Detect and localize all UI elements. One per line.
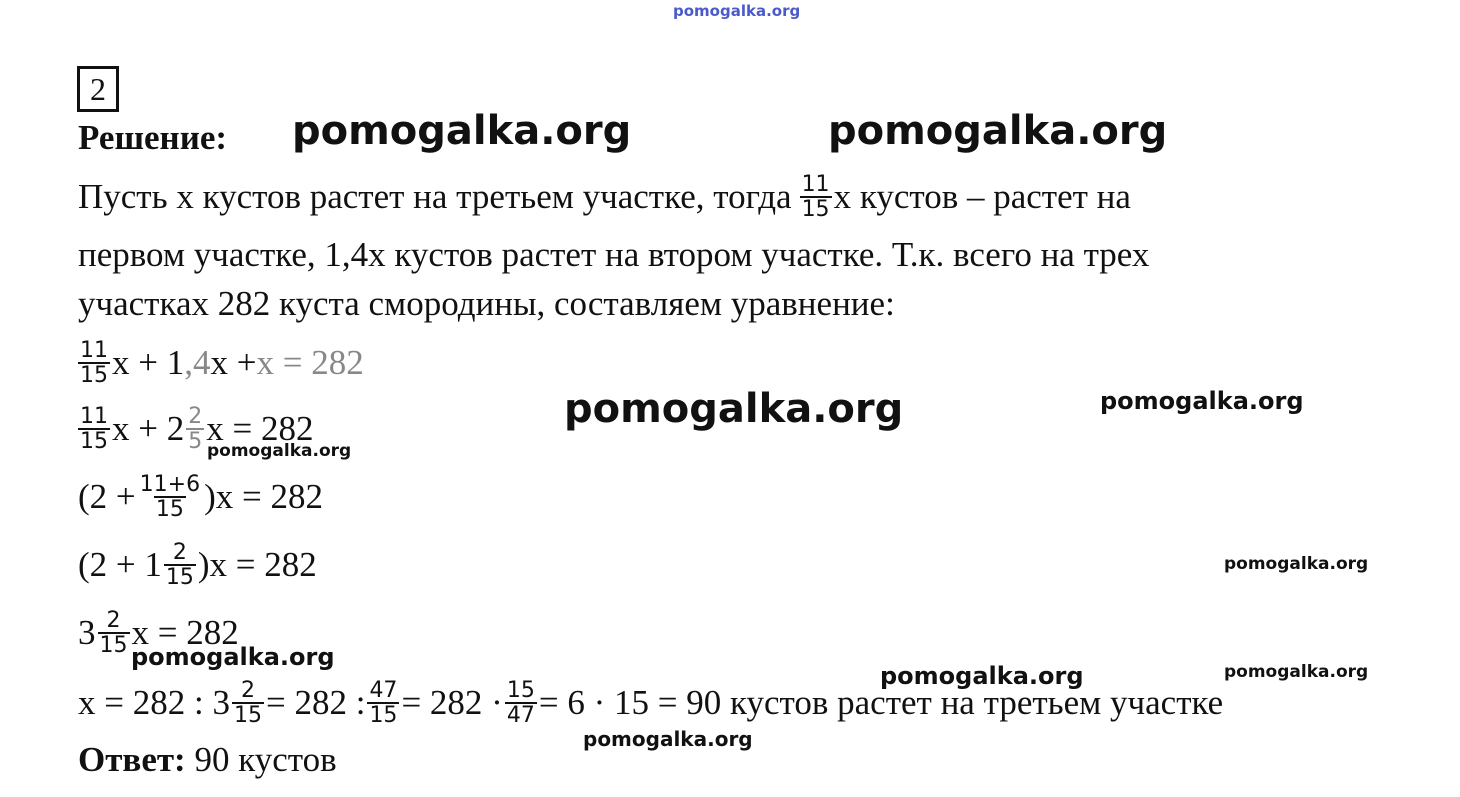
fraction-11-15	[78, 339, 110, 387]
fraction-denominator: 15	[155, 497, 184, 522]
equation-3	[78, 464, 323, 530]
watermark-top: pomogalka.org	[673, 2, 801, 20]
equation-3-part-a: (2 +	[78, 477, 136, 516]
fraction-denominator: 15	[801, 197, 830, 222]
equation-1-part-c: х +	[210, 343, 257, 382]
fraction-11-15	[800, 173, 832, 221]
task-number-box	[77, 66, 119, 112]
fraction-numerator: 11	[80, 403, 108, 429]
fraction-numerator: 15	[506, 677, 535, 703]
watermark-small: pomogalka.org	[1224, 662, 1369, 682]
watermark-small: pomogalka.org	[1224, 554, 1369, 574]
equation-5	[78, 600, 239, 666]
watermark-big: pomogalka.org	[828, 108, 1168, 154]
equation-1-part-d: х = 282	[256, 343, 364, 382]
equation-1	[78, 330, 364, 396]
paragraph-line-1	[78, 164, 1131, 230]
fraction-denominator: 15	[80, 429, 108, 454]
equation-6-part-b: = 282 :	[265, 683, 366, 722]
fraction-denominator: 15	[369, 703, 398, 728]
fraction-denominator: 15	[80, 363, 108, 388]
watermark-big: pomogalka.org	[292, 108, 632, 154]
fraction-2-5-wrap	[184, 405, 206, 453]
answer-label: Ответ:	[78, 740, 186, 779]
paragraph-line-2: первом участке, 1,4х кустов растет на втором участке. Т.к. всего на трех	[78, 235, 1150, 274]
task-number: 2	[90, 71, 106, 107]
fraction-numerator: 11	[80, 337, 108, 363]
equation-4-part-b: )х = 282	[197, 545, 317, 584]
fraction-denominator: 5	[188, 429, 203, 454]
solution-label: Решение:	[78, 118, 228, 157]
equation-1-part-a: х + 1	[112, 343, 185, 382]
equation-5-part-a: 3	[78, 613, 96, 652]
equation-3-part-b: )х = 282	[204, 477, 323, 516]
paragraph-line-1-end: х кустов – растет на	[833, 177, 1131, 216]
watermark-big: pomogalka.org	[564, 386, 904, 432]
paragraph-line-3: участках 282 куста смородины, составляем уравнение:	[78, 284, 895, 323]
fraction-2-15	[232, 679, 264, 727]
fraction-11-15	[78, 405, 110, 453]
fraction-numerator: 2	[188, 403, 203, 429]
fraction-numerator: 11+6	[139, 471, 201, 497]
fraction-2-5	[186, 405, 204, 453]
watermark-medium: pomogalka.org	[131, 643, 335, 671]
watermark-medium: pomogalka.org	[880, 662, 1084, 690]
fraction-2-15	[98, 609, 130, 657]
equation-1-part-b: ,4	[184, 343, 211, 382]
fraction-numerator: 2	[106, 607, 121, 633]
answer-value: 90 кустов	[194, 740, 337, 779]
equation-4-part-a: (2 + 1	[78, 545, 162, 584]
fraction-2-15	[164, 541, 196, 589]
equation-6-part-d: = 6 · 15 = 90 кустов растет на третьем участке	[538, 683, 1224, 722]
equation-4	[78, 532, 317, 598]
fraction-47-15	[367, 679, 399, 727]
fraction-numerator: 2	[240, 677, 255, 703]
fraction-denominator: 15	[233, 703, 262, 728]
equation-6-part-c: = 282 ·	[401, 683, 503, 722]
fraction-numerator: 2	[172, 539, 187, 565]
paragraph-line-1-start: Пусть х кустов растет на третьем участке, тогда	[78, 177, 792, 216]
fraction-15-47	[505, 679, 537, 727]
equation-5-part-b: х = 282	[131, 613, 239, 652]
equation-6-part-a: х = 282 : 3	[78, 683, 230, 722]
equation-6	[78, 670, 1223, 736]
equation-2-part-b: х = 282	[206, 409, 314, 448]
fraction-11plus6-15	[138, 473, 202, 521]
fraction-numerator: 11	[801, 171, 830, 197]
equation-2-part-a: х + 2	[112, 409, 185, 448]
answer-line	[78, 740, 337, 780]
fraction-denominator: 47	[506, 703, 535, 728]
watermark-medium: pomogalka.org	[1100, 387, 1304, 415]
fraction-numerator: 47	[369, 677, 398, 703]
fraction-denominator: 15	[165, 565, 194, 590]
watermark-small: pomogalka.org	[583, 727, 753, 751]
watermark-small: pomogalka.org	[207, 441, 352, 461]
fraction-denominator: 15	[99, 633, 128, 658]
equation-2	[78, 396, 314, 462]
